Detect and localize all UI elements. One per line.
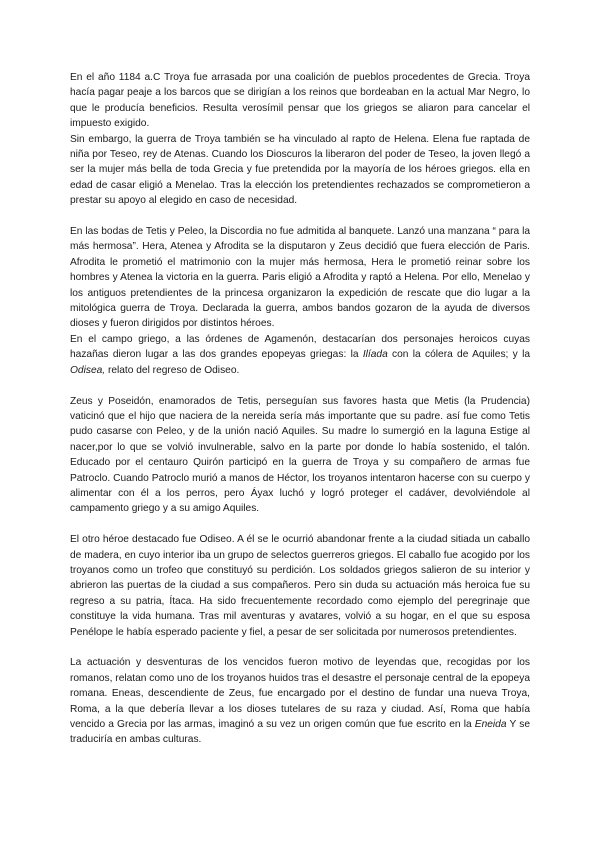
text-span: En el campo griego, a las órdenes de Agamenón, destacarían dos personajes heroicos cuyas hazañas dieron lugar a las dos grandes epopeyas griegas: la — [70, 333, 530, 361]
title-iliada: Ilíada — [362, 349, 388, 361]
paragraph-helena: Sin embargo, la guerra de Troya también se ha vinculado al rapto de Helena. Elena fue raptada de niña por Teseo, rey de Atenas. Cuando los Dioscuros la liberaron del poder de Teseo, la joven llegó a ser la mujer más bella de toda Grecia y fue pretendida por la mayoría de los héroes griegos. ella en edad de casar eligió a Menelao. Tras la elección los pretendientes rechazados se comprometieron a prestar su apoyo al elegido en caso de necesidad. — [70, 133, 530, 207]
text-span: La actuación y desventuras de los vencidos fueron motivo de leyendas que, recogidas por los romanos, relatan como uno de los troyanos huidos tras el desastre el personaje central de la epopeya romana. Eneas, descendiente de Zeus, fue encargado por el destino de fundar una nueva Troya, Roma, a la que debería llevar a los dioses tutelares de su raza y ciudad. Así, Roma que había vencido a Grecia por las armas, imaginó a su vez un origen común que fue escrito en la — [70, 657, 530, 730]
text-span: Y se traduciría en ambas culturas. — [70, 719, 530, 746]
text-span: relato del regreso de Odiseo. — [105, 364, 240, 376]
paragraph-discord-apple: En las bodas de Tetis y Peleo, la Discordia no fue admitida al banquete. Lanzó una manzana “ para la más hermosa”. Hera, Atenea y Afrodita se la disputaron y Zeus decidió que fuera elección de Paris. Afrodita le prometió el matrimonio con la mujer más hermosa, Hera le prometió reinar sobre los hombres y Atenea la victoria en la guerra. Paris eligió a Afrodita y raptó a Helena. Por ello, Menelao y los antiguos pretendientes de la princesa organizaron la expedición de rescate que dio lugar a la mitológica guerra de Troya. Declarada la guerra, ambos bandos gozaron de la ayuda de diversos dioses y fueron dirigidos por distintos héroes. — [70, 226, 530, 330]
paragraph-epics — [70, 332, 530, 378]
paragraph-trade-war: En el año 1184 a.C Troya fue arrasada por una coalición de pueblos procedentes de Grecia. Troya hacía pagar peaje a los barcos que se dirigían a los reinos que bordeaban en la actual Mar Negro, lo que le producía beneficios. Resulta verosímil pensar que los griegos se aliaron para cancelar el impuesto exigido. — [70, 72, 530, 130]
paragraph-aquiles: Zeus y Poseidón, enamorados de Tetis, perseguían sus favores hasta que Metis (la Prudencia) vaticinó que el hijo que naciera de la nereida sería más importante que su padre. así fue como Tetis pudo casarse con Peleo, y de la unión nació Aquiles. Su madre lo sumergió en la laguna Estige al nacer,por lo que se volvió invulnerable, salvo en la parte por donde lo había sostenido, el talón. Educado por el centauro Quirón participó en la guerra de Troya y su compañero de armas fue Patroclo. Cuando Patroclo murió a manos de Héctor, los troyanos intentaron hacerse con su cuerpo y alimentar con él a los perros, pero Áyax luchó y logró proteger el cadáver, devolviéndole al campamento griego y a su amigo Aquiles. — [70, 395, 530, 515]
document-page — [70, 70, 530, 748]
title-eneida: Eneida — [474, 719, 507, 730]
paragraph-odiseo: El otro héroe destacado fue Odiseo. A él se le ocurrió abandonar frente a la ciudad sitiada un caballo de madera, en cuyo interior iba un grupo de selectos guerreros griegos. El caballo fue acogido por los troyanos como un trofeo que constituyó su perdición. Los soldados griegos salieron de su interior y abrieron las puertas de la ciudad a sus compañeros. Pero sin duda su actuación más heroica fue su regreso a su patria, Ítaca. Ha sido frecuentemente recordado como ejemplo del peregrinaje que constituye la vida humana. Tras mil aventuras y avatares, volvió a su hogar, en el que su esposa Penélope le había esperado paciente y fiel, a pesar de ser solicitada por numerosos pretendientes. — [70, 534, 530, 638]
paragraph-eneas — [70, 655, 530, 747]
text-span: con la cólera de Aquiles; y la — [387, 349, 530, 361]
title-odisea: Odisea, — [70, 364, 106, 376]
